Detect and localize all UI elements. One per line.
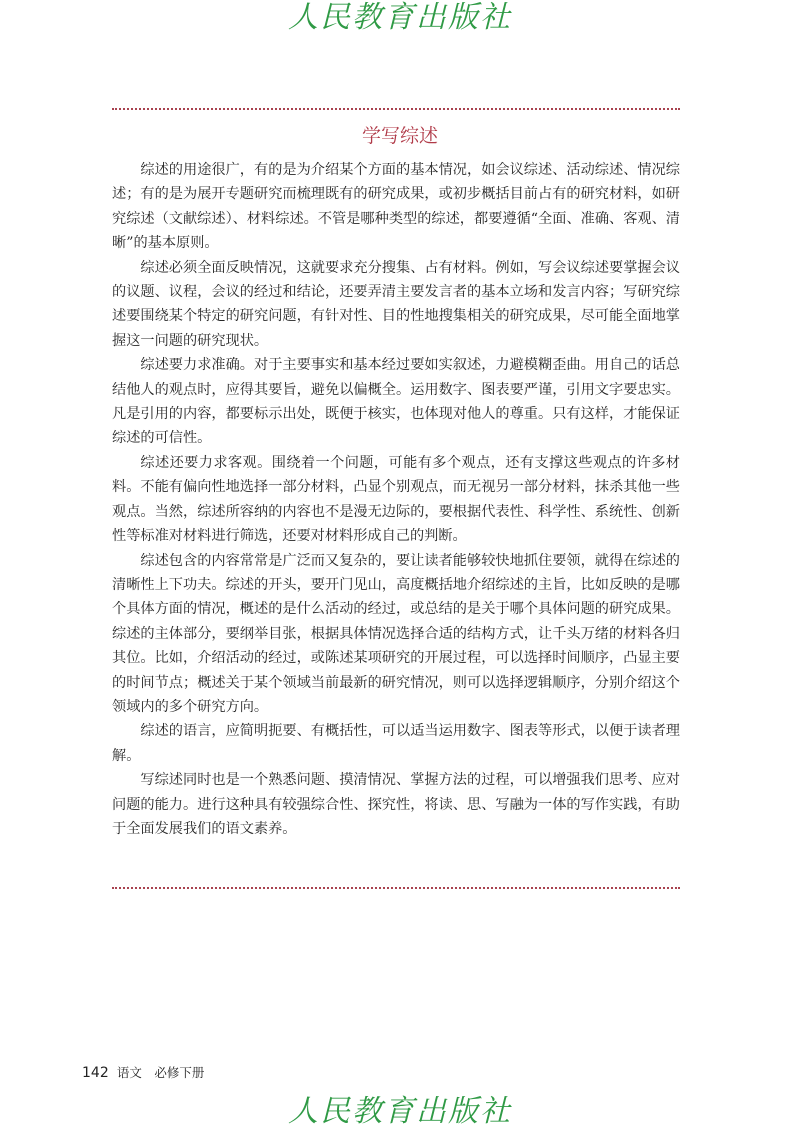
page-footer <box>82 1064 204 1083</box>
paragraph: 综述的用途很广，有的是为介绍某个方面的基本情况，如会议综述、活动综述、情况综述；有的是为展开专题研究而梳理既有的研究成果，或初步概括目前占有的研究材料，如研究综述（文献综述）、材料综述。不管是哪种类型的综述，都要遵循“全面、准确、客观、清晰”的基本原则。 <box>112 162 680 252</box>
paragraph: 综述还要力求客观。围绕着一个问题，可能有多个观点，还有支撑这些观点的许多材料。不能有偏向性地选择一部分材料，凸显个别观点，而无视另一部分材料，抹杀其他一些观点。当然，综述所容纳的内容也不是漫无边际的，要根据代表性、科学性、系统性、创新性等标准对材料进行筛选，还要对材料形成自己的判断。 <box>112 454 680 545</box>
page-number: 142 <box>82 1065 109 1081</box>
publisher-logo-footer: 人民教育出版社 <box>288 1094 512 1129</box>
paragraph: 综述要力求准确。对于主要事实和基本经过要如实叙述，力避模糊歪曲。用自己的话总结他人的观点时，应得其要旨，避免以偏概全。运用数字、图表要严谨，引用文字要忠实。凡是引用的内容，都要标示出处，既便于核实，也体现对他人的尊重。只有这样，才能保证综述的可信性。 <box>112 357 680 447</box>
publisher-logo-header: 人民教育出版社 <box>288 0 512 35</box>
book-title: 语文 必修下册 <box>116 1065 205 1080</box>
bottom-divider <box>112 887 680 889</box>
top-divider <box>112 108 680 110</box>
article-body <box>112 158 680 841</box>
section-title: 学写综述 <box>361 125 438 147</box>
paragraph: 综述包含的内容常常是广泛而又复杂的，要让读者能够较快地抓住要领，就得在综述的清晰性上下功夫。综述的开头，要开门见山，高度概括地介绍综述的主旨，比如反映的是哪个具体方面的情况，概述的是什么活动的经过，或总结的是关于哪个具体问题的研究成果。综述的主体部分，要纲举目张，根据具体情况选择合适的结构方式，让千头万绪的材料各归其位。比如，介绍活动的经过，或陈述某项研究的开展过程，可以选择时间顺序，凸显主要的时间节点；概述关于某个领域当前最新的研究情况，则可以选择逻辑顺序，分别介绍这个领域内的多个研究方向。 <box>112 552 680 715</box>
paragraph: 综述的语言，应简明扼要、有概括性，可以适当运用数字、图表等形式，以便于读者理解。 <box>112 723 680 764</box>
paragraph: 综述必须全面反映情况，这就要求充分搜集、占有材料。例如，写会议综述要掌握会议的议题、议程，会议的经过和结论，还要弄清主要发言者的基本立场和发言内容；写研究综述要围绕某个特定的研究问题，有针对性、目的性地搜集相关的研究成果，尽可能全面地掌握这一问题的研究现状。 <box>112 259 680 349</box>
paragraph: 写综述同时也是一个熟悉问题、摸清情况、掌握方法的过程，可以增强我们思考、应对问题的能力。进行这种具有较强综合性、探究性，将读、思、写融为一体的写作实践，有助于全面发展我们的语文素养。 <box>112 772 680 837</box>
